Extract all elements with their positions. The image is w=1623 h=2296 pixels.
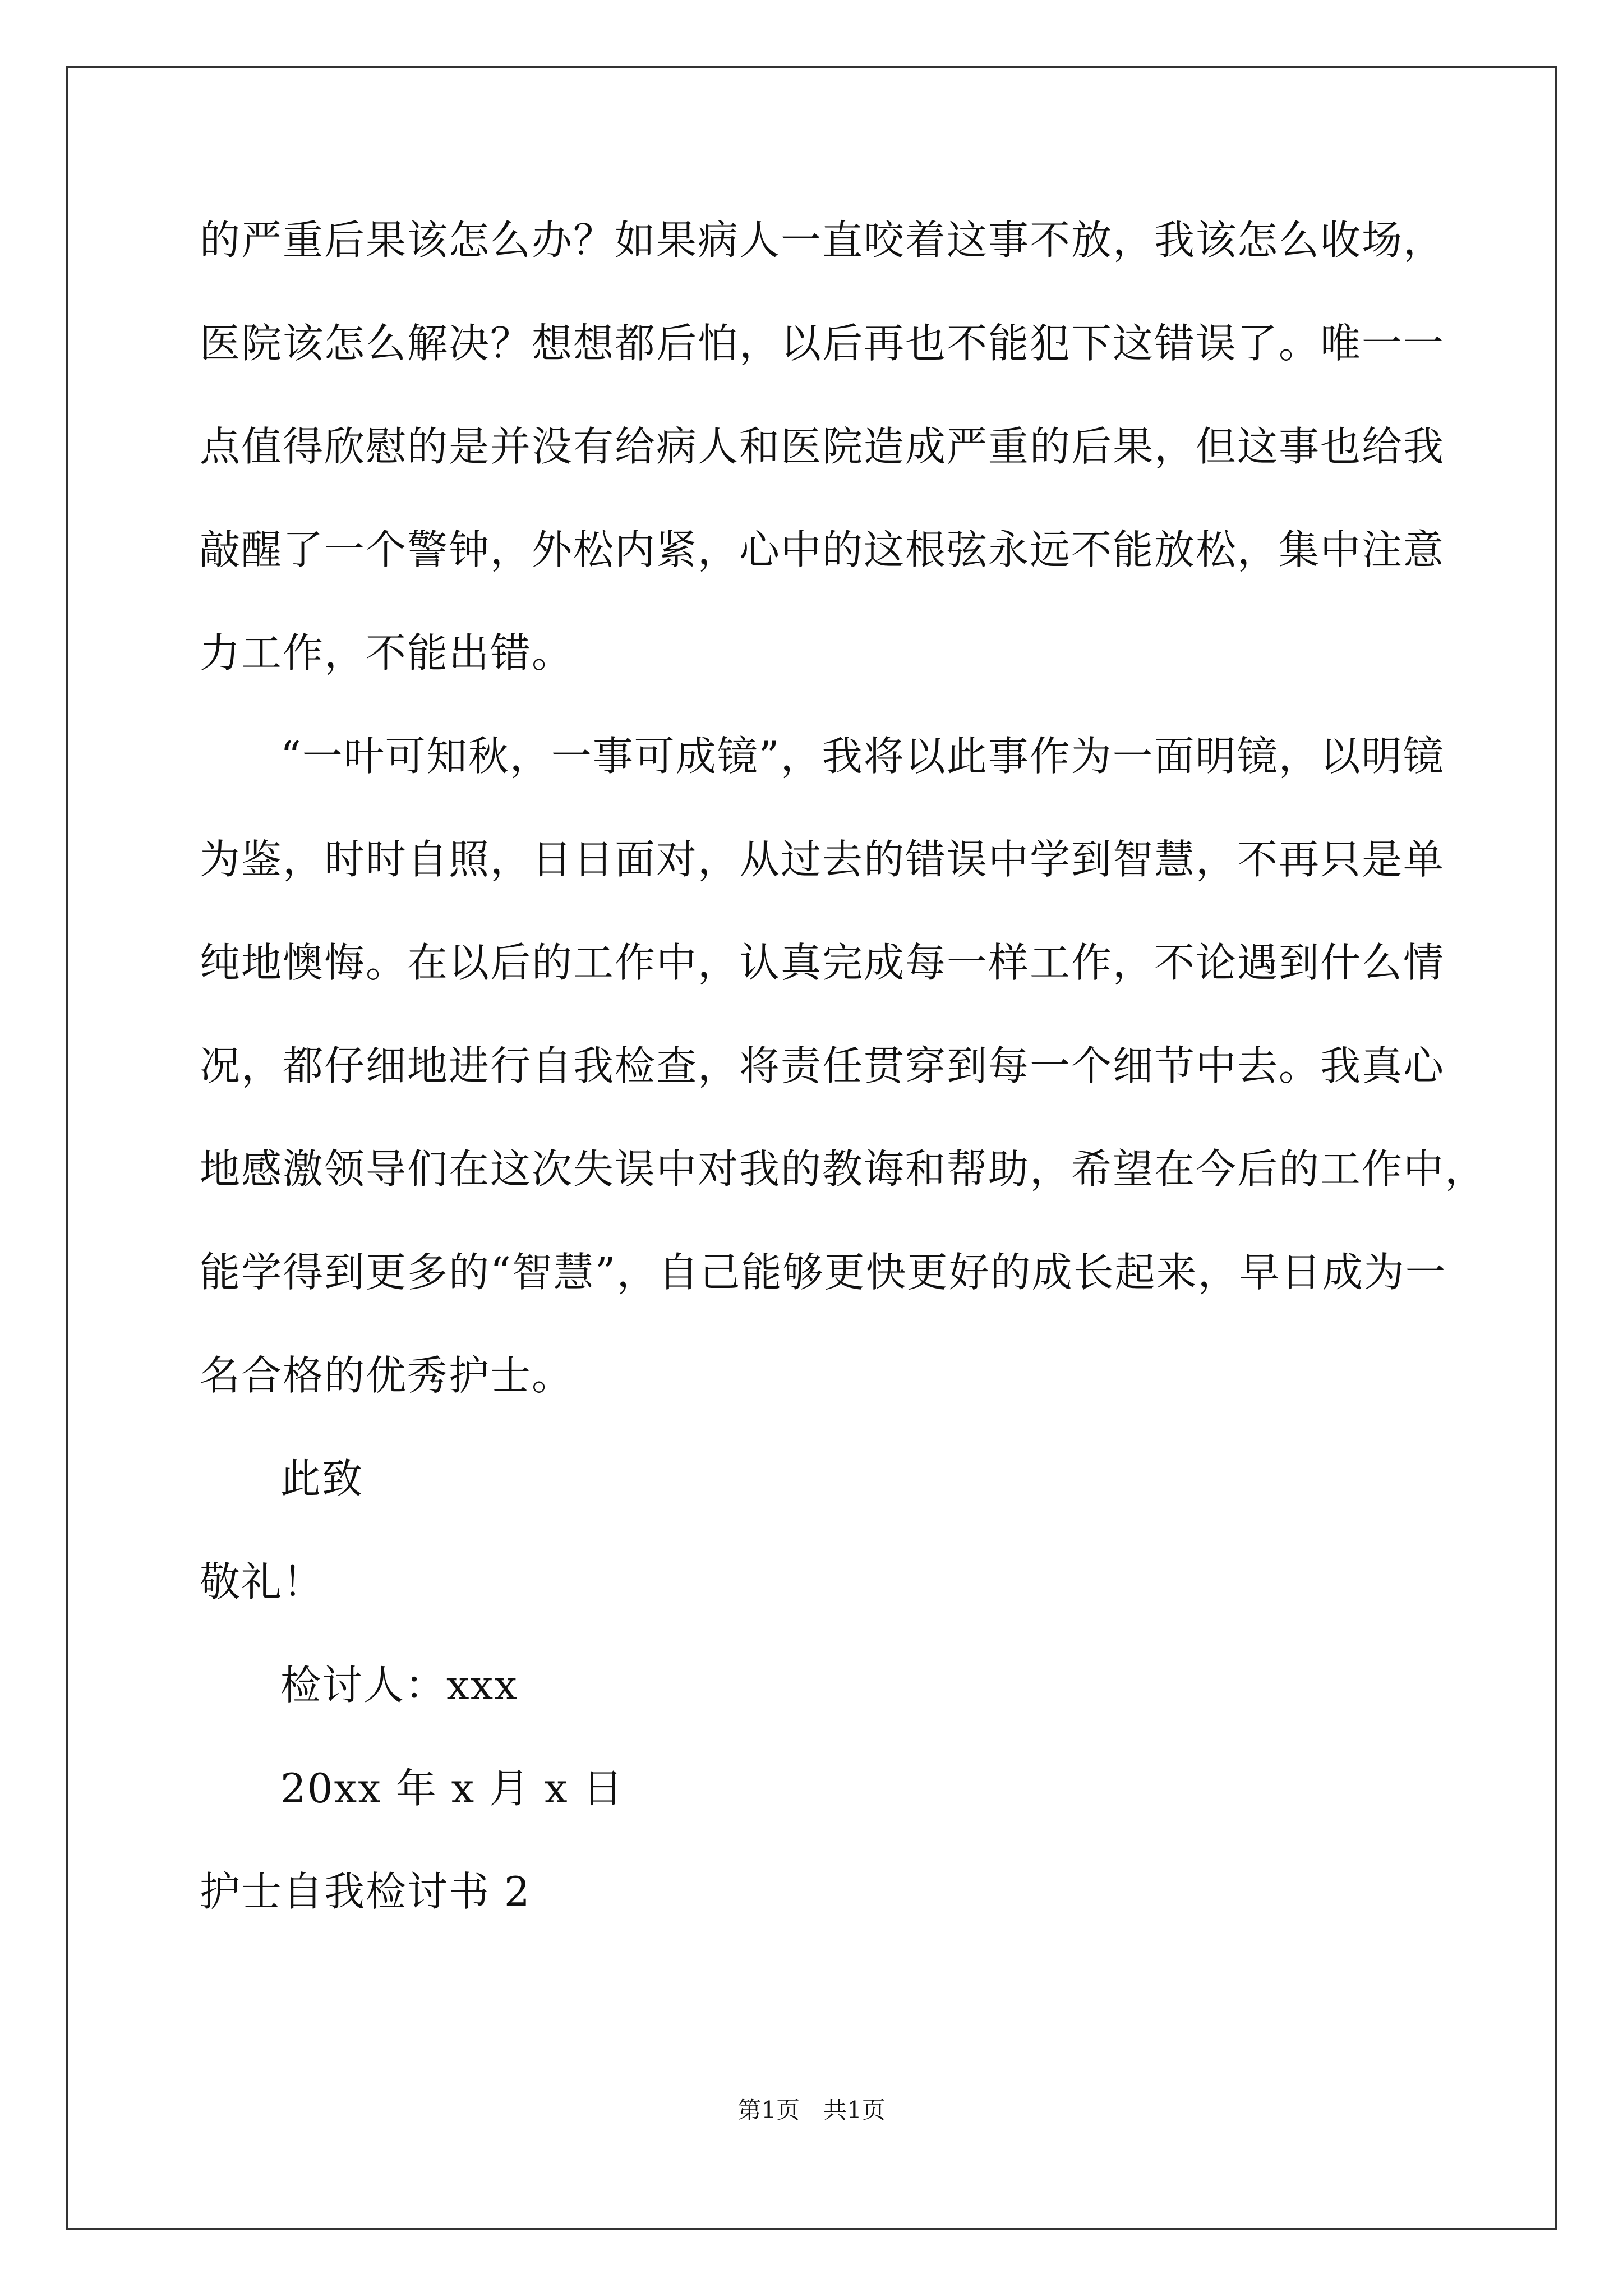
signature-line: 检讨人：xxx xyxy=(280,1662,518,1709)
body-text-line: 医院该怎么解决？想想都后怕，以后再也不能犯下这错误了。唯一一 xyxy=(200,320,1445,367)
page-footer: 第1页 共1页 xyxy=(737,2096,886,2124)
body-text-line: 地感激领导们在这次失误中对我的教诲和帮助，希望在今后的工作中， xyxy=(200,1145,1487,1193)
body-text-line: 点值得欣慰的是并没有给病人和医院造成严重的后果，但这事也给我 xyxy=(200,423,1445,470)
body-text-line: 名合格的优秀护士。 xyxy=(200,1352,574,1399)
body-text-line: “一叶可知秋，一事可成镜”，我将以此事作为一面明镜，以明镜 xyxy=(280,733,1445,780)
body-text-line: 纯地懊悔。在以后的工作中，认真完成每一样工作，不论遇到什么情 xyxy=(200,939,1445,986)
closing-regards: 敬礼！ xyxy=(200,1558,325,1605)
body-text-line: 能学得到更多的“智慧”，自己能够更快更好的成长起来，早日成为一 xyxy=(200,1249,1447,1296)
body-text-line: 况，都仔细地进行自我检查，将责任贯穿到每一个细节中去。我真心 xyxy=(200,1042,1445,1089)
section-title: 护士自我检讨书 2 xyxy=(200,1868,531,1915)
body-text-line: 力工作，不能出错。 xyxy=(200,629,574,677)
date-line: 20xx 年 x 月 x 日 xyxy=(280,1765,624,1812)
closing-salutation: 此致 xyxy=(280,1455,364,1502)
body-text-line: 的严重后果该怎么办？如果病人一直咬着这事不放，我该怎么收场， xyxy=(200,217,1445,264)
body-text-line: 为鉴，时时自照，日日面对，从过去的错误中学到智慧，不再只是单 xyxy=(200,836,1445,883)
body-text-line: 敲醒了一个警钟，外松内紧，心中的这根弦永远不能放松，集中注意 xyxy=(200,526,1445,573)
